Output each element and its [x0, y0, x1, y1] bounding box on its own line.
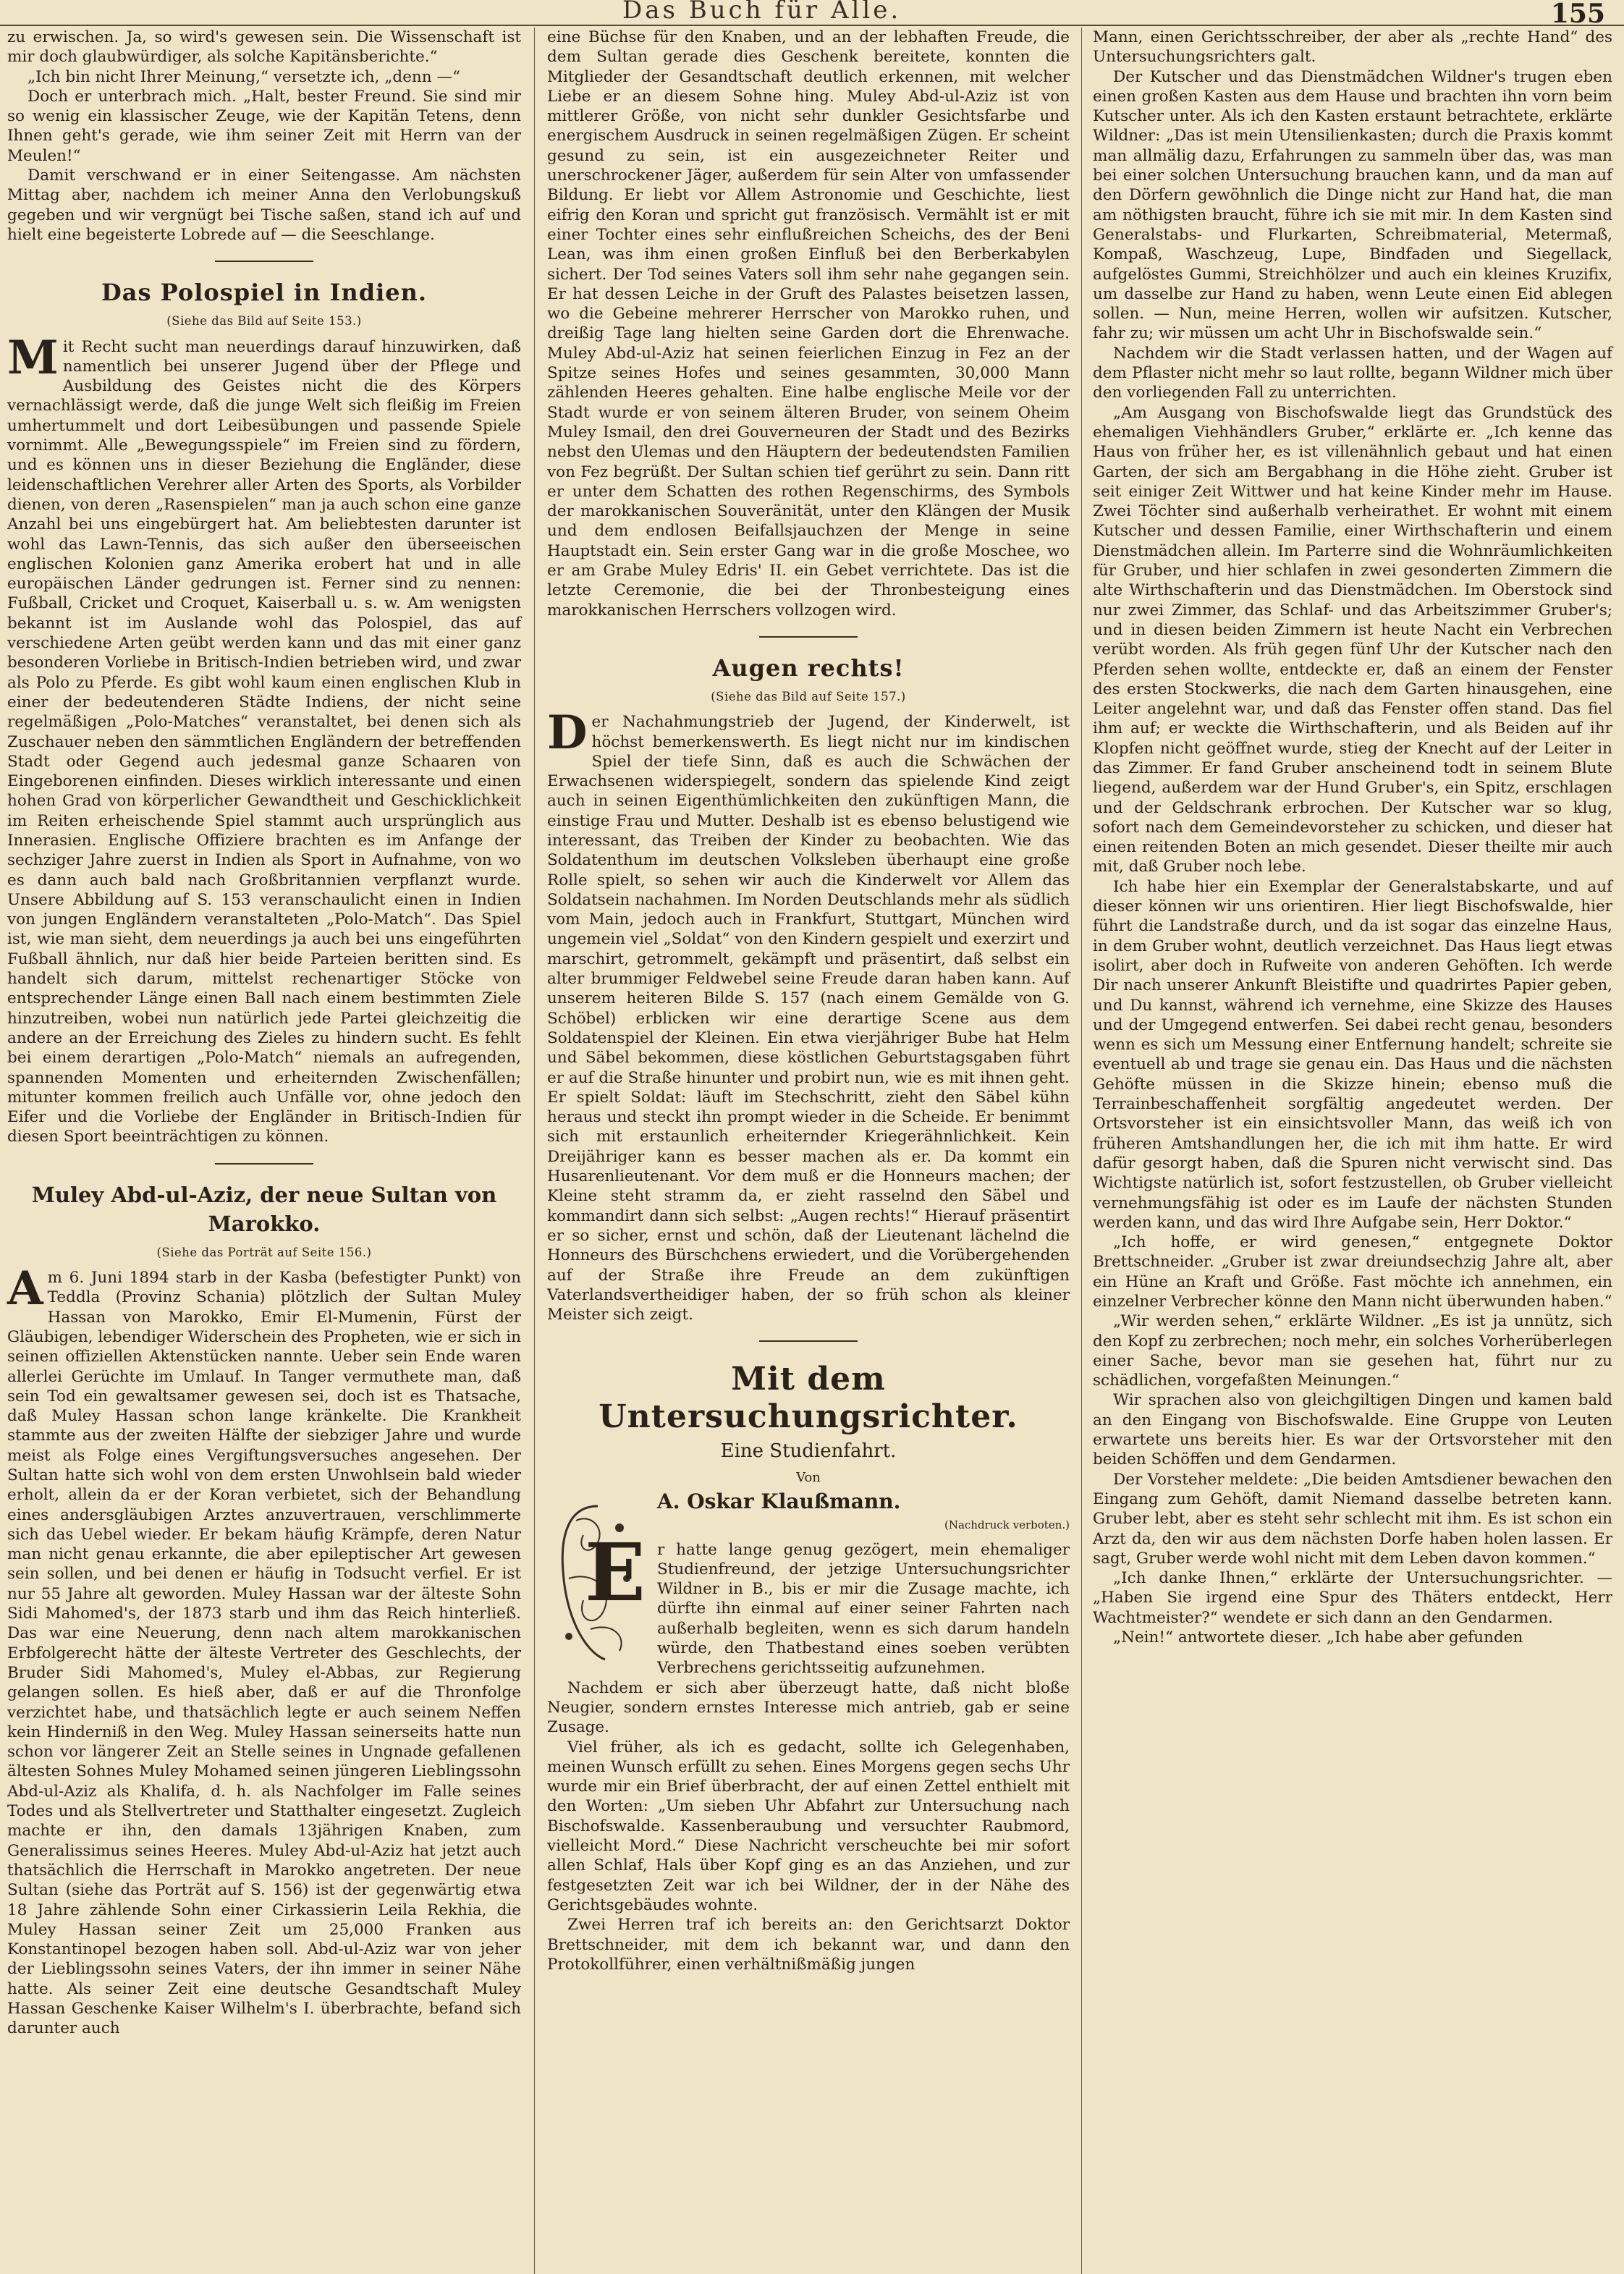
- paragraph: zu erwischen. Ja, so wird's gewesen sein. Die Wissenschaft ist mir doch glaubwürdiger, als solche Kapitänsberichte.“: [7, 28, 521, 67]
- story-subtitle: Eine Studienfahrt.: [720, 1440, 897, 1463]
- page-number: 155: [1550, 0, 1605, 29]
- section-divider: [759, 636, 858, 638]
- article-text: it Recht sucht man neuerdings darauf hinzuwirken, daß namentlich bei unserer Jugend über der Pflege und Ausbildung des Geistes nicht die des Körpers vernachlässigt werde, daß die junge Welt sich fleißig im Freien umhertummelt und dort Leibesübungen und passende Spiele vornimmt. Alle „Bewegungsspiele“ im Freien sind zu fördern, und es können uns in dieser Beziehung die Engländer, diese leidenschaftlichen Verehrer aller Arten des Sports, als Vorbilder dienen, von deren „Rasenspielen“ man ja auch schon eine ganze Anzahl bei uns eingebürgert hat. Am beliebtesten darunter ist wohl das Lawn-Tennis, das sich außer den überseeischen englischen Kolonien ganz Amerika erobert hat und in alle europäischen Länder gedrungen ist. Ferner sind zu nennen: Fußball, Cricket und Croquet, Kaiserball u. s. w. Am wenigsten bekannt ist im Auslande wohl das Polospiel, das auf verschiedene Arten geübt werden kann und das mit einer ganz besonderen Vorliebe in Britisch-Indien betrieben wird, und zwar als Polo zu Pferde. Es gibt wohl kaum einen englischen Klub in einer der bedeutenderen Städte Indiens, der nicht seine regelmäßigen „Polo-Matches“ veranstaltet, bei denen sich als Zuschauer neben den sämmtlichen Engländern der betreffenden Stadt oder Gegend auch jedesmal ganze Schaaren von Eingeborenen einfinden. Dieses wirklich interessante und einen hohen Grad von körperlicher Gewandtheit und Geschicklichkeit im Reiten erheischende Spiel stammt auch ursprünglich aus Innerasien. Englische Offiziere brachten es im Anfange der sechziger Jahre zuerst in Indien als Sport in Aufnahme, von wo es dann auch bald nach Großbritannien verpflanzt wurde. Unsere Abbildung auf S. 153 veranschaulicht einen in Indien von jungen Engländern veranstalteten „Polo-Match“. Das Spiel ist, wie man sieht, dem neuerdings ja auch bei uns eingeführten Fußball ähnlich, nur daß hier beide Parteien beritten sind. Es handelt sich darum, mittelst rechenartiger Stöcke von entsprechender Länge einen Ball nach einem bestimmten Ziele hinzutreiben, wobei nun natürlich jede Partei gleichzeitig die andere an der Erreichung des Zieles zu hindern sucht. Es fehlt bei einem derartigen „Polo-Match“ niemals an aufregenden, spannenden Momenten und erheiternden Zwischenfällen; mitunter kommen freilich auch Unfälle vor, ohne jedoch den Eifer und die Vorliebe der Engländer in Britisch-Indien für diesen Sport beeinträchtigen zu können.: [7, 337, 521, 1146]
- drop-cap: A: [7, 1261, 43, 1316]
- paragraph: „Ich danke Ihnen,“ erklärte der Untersuchungsrichter. — „Haben Sie irgend eine Spur des Thäters entdeckt, Herr Wachtmeister?“ wendete er sich dann an den Gendarmen.: [1093, 1569, 1612, 1627]
- column-rule: [534, 28, 535, 2274]
- column-left: [7, 28, 521, 2274]
- paragraph: Der Kutscher und das Dienstmädchen Wildner's trugen eben einen großen Kasten aus dem Hause und brachten ihn vorn beim Kutscher unter. Als ich den Kasten erstaunt betrachtete, erklärte Wildner: „Das ist mein Utensilienkasten; durch die Praxis kommt man allmälig dazu, Erfahrungen zu sammeln über das, was man bei einer solchen Untersuchung brauchen kann, und da man auf den Dörfern gewöhnlich die Dinge nicht zur Hand hat, die man am nöthigsten braucht, führe ich sie mit mir. In dem Kasten sind Generalstabs- und Flurkarten, Schreibmaterial, Metermaß, Kompaß, Waschzeug, Lupe, Bindfaden und Siegellack, aufgelöstes Gummi, Streichhölzer und auch ein kleines Kruzifix, um dasselbe zur Hand zu haben, wenn Leute einen Eid ablegen sollen. — Nun, meine Herren, wollen wir aufsitzen. Kutscher, fahr zu; wir müssen um acht Uhr in Bischofswalde sein.“: [1093, 67, 1612, 343]
- article-title-polo: Das Polospiel in Indien.: [101, 279, 427, 307]
- running-title: Das Buch für Alle.: [622, 0, 902, 25]
- paragraph: Viel früher, als ich es gedacht, sollte ich Gelegenhaben, meinen Wunsch erfüllt zu sehen. Eines Morgens gegen sechs Uhr wurde mir ein Brief überbracht, der auf einen Zettel enthielt mit den Worten: „Um sieben Uhr Abfahrt zur Untersuchung nach Bischofswalde. Kassenberaubung und versuchter Raubmord, vielleicht Mord.“ Diese Nachricht verscheuchte bei mir sofort allen Schlaf, Hals über Kopf ging es an das Anziehen, und zur festgesetzten Zeit war ich bei Wildner, der in der Nähe des Gerichtsgebäudes wohnte.: [547, 1738, 1070, 1914]
- paragraph: Nachdem wir die Stadt verlassen hatten, und der Wagen auf dem Pflaster nicht mehr so laut rollte, begann Wildner mich über den vorliegenden Fall zu unterrichten.: [1093, 344, 1612, 402]
- paragraph: Nachdem er sich aber überzeugt hatte, daß nicht bloße Neugier, sondern ernstes Interesse mich antrieb, gab er seine Zusage.: [547, 1678, 1070, 1737]
- article-title-sultan: Muley Abd-ul-Aziz, der neue Sultan von Marokko.: [31, 1182, 497, 1236]
- article-text: er Nachahmungstrieb der Jugend, der Kinderwelt, ist höchst bemerkenswerth. Es liegt nicht nur im kindischen Spiel der tiefe Sinn, daß es auch die Schwächen der Erwachsenen widerspiegelt, sondern das spielende Kind zeigt auch in seinen Eigenthümlichkeiten den zukünftigen Mann, die einstige Frau und Mutter. Deshalb ist es ebenso belustigend wie interessant, das Treiben der Kinder zu beobachten. Wie das Soldatenthum im deutschen Volksleben überhaupt eine große Rolle spielt, so sehen wir auch die Kinderwelt vor Allem das Soldatsein nachahmen. Im Norden Deutschlands mehr als südlich vom Main, jedoch auch in Frankfurt, Stuttgart, München wird ungemein viel „Soldat“ von den Kindern gespielt und exerzirt und marschirt, getrommelt, gekämpft und präsentirt, daß selbst ein alter brummiger Feldwebel seine Freude daran haben kann. Auf unserem heiteren Bilde S. 157 (nach einem Gemälde von G. Schöbel) erblicken wir eine derartige Scene aus dem Soldatenspiel der Kleinen. Ein etwa vierjähriger Bube hat Helm und Säbel bekommen, diese köstlichen Geburtstagsgaben führt er auf die Straße hinunter und probirt nun, wie es mit ihnen geht. Er spielt Soldat: läuft im Stechschritt, zieht den Säbel kühn heraus und steckt ihn prompt wieder in die Scheide. Er benimmt sich mit erstaunlich erheiternder Kriegerähnlichkeit. Kein Dreijähriger kann es besser machen als er. Da kommt ein Husarenlieutenant. Vor dem muß er die Honneurs machen; der Kleine steht stramm da, er zieht rasselnd den Säbel und kommandirt dann sich selbst: „Augen rechts!“ Hierauf präsentirt er so sicher, ernst und schön, daß der Lieutenant lächelnd die Honneurs des Bürschchens erwiedert, und die Vorübergehenden auf der Straße ihre Freude an dem zukünftigen Vaterlandsvertheidiger haben, der so früh schon als kleiner Meister sich zeigt.: [547, 713, 1070, 1324]
- article-note: (Siehe das Porträt auf Seite 156.): [156, 1245, 372, 1259]
- article-title-augen: Augen rechts!: [712, 654, 905, 682]
- paragraph: [7, 1261, 521, 2039]
- article-note: (Siehe das Bild auf Seite 153.): [166, 314, 362, 329]
- paragraph: Damit verschwand er in einer Seitengasse. Am nächsten Mittag aber, nachdem ich meiner Anna den Verlobungskuß gegeben und wir vergnügt bei Tische saßen, stand ich auf und hielt eine begeisterte Lobrede auf — die Seeschlange.: [7, 166, 521, 244]
- paragraph: Wir sprachen also von gleichgiltigen Dingen und kamen bald an den Eingang von Bischofswalde. Eine Gruppe von Leuten erwartete uns bereits hier. Es war der Ortsvorsteher mit den beiden Schöffen und dem Gendarmen.: [1093, 1391, 1612, 1469]
- paragraph: r hatte lange genug gezögert, mein ehemaliger Studienfreund, der jetzige Untersuchungsrichter Wildner in B., bis er mir die Zusage machte, ich dürfte ihn einmal auf einer seiner Fahrten nach außerhalb begleiten, wenn es sich darum handeln würde, den Thatbestand eines soeben verübten Verbrechens gerichtsseitig aufzunehmen.: [657, 1540, 1070, 1678]
- paragraph: Der Vorsteher meldete: „Die beiden Amtsdiener bewachen den Eingang zum Gehöft, damit Niemand dasselbe betreten kann. Gruber lebt, aber es steht sehr schlecht mit ihm. Es ist schon ein Arzt da, den wir aus dem nächsten Dorfe haben holen lassen. Er sagt, Gruber werde wohl nicht mit dem Leben davon kommen.“: [1093, 1470, 1612, 1568]
- article-text: m 6. Juni 1894 starb in der Kasba (befestigter Punkt) von Teddla (Provinz Schania) plötzlich der Sultan Muley Hassan von Marokko, Emir El-Mumenin, Fürst der Gläubigen, lebendiger Widerschein des Propheten, wie er sich in seinen offiziellen Aktenstücken nannte. Ueber sein Ende waren allerlei Gerüchte im Umlauf. In Tanger vermuthete man, daß sein Tod ein gewaltsamer gewesen sei, doch ist es Thatsache, daß Muley Hassan schon lange kränkelte. Die Krankheit stammte aus der zweiten Hälfte der siebziger Jahre und wurde meist als Folge eines Vergiftungsversuches angesehen. Der Sultan hatte sich wohl von dem ersten Unwohlsein bald wieder erholt, allein da er der Koran verbietet, sich der Behandlung eines andersgläubigen Arztes anzuvertrauen, verschlimmerte sich das Uebel wieder. Er bekam häufig Krämpfe, deren Natur man nicht genau erkannte, die aber epileptischer Art gewesen sein sollen, und bei denen er häufig in Todsucht verfiel. Er ist nur 55 Jahre alt geworden. Muley Hassan war der älteste Sohn Sidi Mahomed's, der 1873 starb und ihm das Reich hinterließ. Das war eine Neuerung, denn nach altem marokkanischen Erbfolgerecht hätte der älteste Vertreter des Geschlechts, der Bruder Sidi Mahomed's, Muley el-Abbas, zur Regierung gelangen sollen. Es hieß aber, daß er auf die Thronfolge verzichtet habe, und thatsächlich legte er auch seinem Neffen kein Hinderniß in den Weg. Muley Hassan seinerseits hatte nun schon vor längerer Zeit an Stelle seines in Ungnade gefallenen ältesten Sohnes Muley Mohamed seinen jüngeren Lieblingssohn Abd-ul-Aziz als Khalifa, d. h. als Nachfolger im Falle seines Todes und als Stellvertreter und Statthalter eingesetzt. Zugleich machte er ihn, den damals 13jährigen Knaben, zum Generalissimus seines Heeres. Muley Abd-ul-Aziz hat jetzt auch thatsächlich die Herrschaft in Marokko angetreten. Der neue Sultan (siehe das Porträt auf S. 156) ist der gegenwärtig etwa 18 Jahre zählende Sohn einer Cirkassierin Leila Rekhia, die Muley Hassan seiner Zeit um 25,000 Franken aus Konstantinopel bezogen haben soll. Abd-ul-Aziz war von jeher der Lieblingssohn seines Vaters, der ihn immer in seiner Nähe hatte. Als seiner Zeit eine deutsche Gesandtschaft Muley Hassan Geschenke Kaiser Wilhelm's I. überbrachte, befand sich darunter auch: [7, 1269, 521, 2038]
- paragraph: eine Büchse für den Knaben, und an der lebhaften Freude, die dem Sultan gerade dies Geschenk bereitete, konnten die Mitglieder der Gesandtschaft deutlich erkennen, mit welcher Liebe er an diesem Sohne hing. Muley Abd-ul-Aziz ist von mittlerer Größe, von nicht sehr dunkler Gesichtsfarbe und energischem Ausdruck in seinen regelmäßigen Zügen. Er scheint gesund zu sein, ist ein ausgezeichneter Reiter und unerschrockener Jäger, außerdem für sein Alter von umfassender Bildung. Er liebt vor Allem Astronomie und Geschichte, liest eifrig den Koran und spricht gut französisch. Vermählt ist er mit einer Tochter eines sehr einflußreichen Scheichs, des der Beni Lean, was ihm einen großen Einfluß bei den Berberkabylen sichert. Der Tod seines Vaters soll ihm sehr nahe gegangen sein. Er hat dessen Leiche in der Gruft des Palastes beisetzen lassen, wo die Gebeine mehrerer Herrscher von Marokko ruhen, und dreißig Tage lang hielten seine Garden dort die Ehrenwache. Muley Abd-ul-Aziz hat seinen feierlichen Einzug in Fez an der Spitze seines Hofes und seines gesammten, 30,000 Mann zählenden Heeres gehalten. Eine halbe englische Meile vor der Stadt wurde er von seinem älteren Bruder, von seinem Oheim Muley Ismail, den drei Gouverneuren der Stadt und des Bezirks nebst den Ulemas und den Häuptern der bedeutendsten Familien von Fez begrüßt. Der Sultan schien tief gerührt zu sein. Dann ritt er unter dem Schatten des rothen Regenschirms, des Symbols der marokkanischen Souveränität, unter den Klängen der Musik und dem endlosen Beifallsjauchzen der Menge in seine Hauptstadt ein. Sein erster Gang war in die große Moschee, wo er am Grabe Muley Edris' II. ein Gebet verrichtete. Das ist die letzte Ceremonie, die bei der Thronbesteigung eines marokkanischen Herrschers vollzogen wird.: [547, 28, 1070, 620]
- page-header: [0, 0, 1624, 29]
- paragraph: „Wir werden sehen,“ erklärte Wildner. „Es ist ja unnütz, sich den Kopf zu zerbrechen; noch mehr, ein solches Vorherüberlegen einer Sache, bevor man sie gesehen hat, führt nur zu schädlichen, vorgefaßten Meinungen.“: [1093, 1312, 1612, 1390]
- paragraph: Doch er unterbrach mich. „Halt, bester Freund. Sie sind mir so wenig ein klassischer Zeuge, wie der Kapitän Tetens, denn Ihnen geht's gerade, wie ihm seiner Zeit mit Herrn van der Meulen!“: [7, 87, 521, 165]
- drop-cap: M: [7, 330, 59, 385]
- column-middle: [547, 28, 1070, 2274]
- paragraph: [547, 706, 1070, 1324]
- ornamental-initial-icon: [547, 1492, 648, 1673]
- section-divider: [215, 261, 313, 262]
- paragraph: „Ich hoffe, er wird genesen,“ entgegnete Doktor Brettschneider. „Gruber ist zwar dreiundsechzig Jahre alt, aber ein Hüne an Kraft und Größe. Fast möchte ich annehmen, ein einzelner Verbrecher könne den Mann nicht überwunden haben.“: [1093, 1233, 1612, 1311]
- story-drop-cap: E: [585, 1526, 646, 1619]
- section-divider: [215, 1163, 313, 1165]
- paragraph: Mann, einen Gerichtsschreiber, der aber als „rechte Hand“ des Untersuchungsrichters galt.: [1093, 28, 1612, 67]
- story-title: Mit dem Untersuchungsrichter.: [599, 1361, 1018, 1436]
- column-rule: [1081, 28, 1082, 2274]
- paragraph: Ich habe hier ein Exemplar der Generalstabskarte, und auf dieser können wir uns orientiren. Hier liegt Bischofswalde, hier führt die Landstraße durch, und da ist sogar das einzelne Haus, in dem Gruber wohnt, deutlich verzeichnet. Das Haus liegt etwas isolirt, aber doch in Rufweite von anderen Gehöften. Ich werde Dir nach unserer Ankunft Bleistifte und quadrirtes Papier geben, und Du kannst, während ich vernehme, eine Skizze des Hauses und der Umgegend entwerfen. Sei dabei recht genau, besonders wenn es sich um Messung einer Entfernung handelt; schreite sie eventuell ab und trage sie genau ein. Das Haus und die nächsten Gehöfte müssen in die Skizze hinein; ebenso muß die Terrainbeschaffenheit sorgfältig angedeutet werden. Der Ortsvorsteher ist ein einsichtsvoller Mann, das weiß ich von früheren Amtshandlungen her, die ich mit ihm hatte. Er wird dafür gesorgt haben, daß die Spuren nicht verwischt sind. Das Wichtigste natürlich ist, sofort festzustellen, ob Gruber vielleicht vernehmungsfähig ist oder es im Laufe der nächsten Stunden werden kann, und das wird Ihre Aufgabe sein, Herr Doktor.“: [1093, 877, 1612, 1232]
- article-note: (Siehe das Bild auf Seite 157.): [711, 689, 906, 703]
- paragraph: [7, 330, 521, 1147]
- paragraph: Zwei Herren traf ich bereits an: den Gerichtsarzt Doktor Brettschneider, mit dem ich bekannt war, und dann den Protokollführer, einen verhältnißmäßig jungen: [547, 1916, 1070, 1974]
- story-author: A. Oskar Klaußmann.: [657, 1489, 901, 1513]
- paragraph: „Ich bin nicht Ihrer Meinung,“ versetzte ich, „denn —“: [28, 67, 460, 86]
- reprint-note: (Nachdruck verboten.): [944, 1518, 1070, 1532]
- story-by: Von: [796, 1469, 821, 1485]
- paragraph: „Am Ausgang von Bischofswalde liegt das Grundstück des ehemaligen Viehhändlers Gruber,“ erklärte er. „Ich kenne das Haus von früher her, es ist villenähnlich gebaut und hat einen Garten, der sich am Bergabhang in die Höhe zieht. Gruber ist seit einiger Zeit Wittwer und hat keine Kinder mehr im Hause. Zwei Töchter sind außerhalb verheirathet. Er wohnt mit einem Kutscher und dessen Familie, einer Wirthschafterin und einem Dienstmädchen allein. Im Parterre sind die Wohnräumlichkeiten für Gruber, und hier schlafen in zwei gesonderten Zimmern die alte Wirthschafterin und das Dienstmädchen. Im Oberstock sind nur zwei Zimmer, das Schlaf- und das Arbeitszimmer Gruber's; und in diesen beiden Zimmern ist heute Nacht ein Verbrechen verübt worden. Als früh gegen fünf Uhr der Kutscher nach den Pferden sehen wollte, entdeckte er, daß an einem der Fenster des ersten Stockwerks, die nach dem Garten hinausgehen, eine Leiter angelehnt war, und daß das Fenster offen stand. Das fiel ihm auf; er weckte die Wirthschafterin, und als Beiden auf ihr Klopfen nicht geöffnet wurde, stieg der Knecht auf der Leiter in das Zimmer. Er fand Gruber anscheinend todt in seinem Blute liegend, außerdem war der Hund Gruber's, ein Spitz, erschlagen und der Geldschrank erbrochen. Der Kutscher war so klug, sofort nach dem Gemeindevorsteher zu schicken, und dieser hat einen reitenden Boten an mich gesendet. Dieser theilte mir auch mit, daß Gruber noch lebe.: [1093, 403, 1612, 876]
- column-right: [1093, 28, 1612, 2274]
- paragraph: „Nein!“ antwortete dieser. „Ich habe aber gefunden: [1113, 1628, 1523, 1647]
- drop-cap: D: [547, 706, 588, 761]
- section-divider: [759, 1340, 858, 1342]
